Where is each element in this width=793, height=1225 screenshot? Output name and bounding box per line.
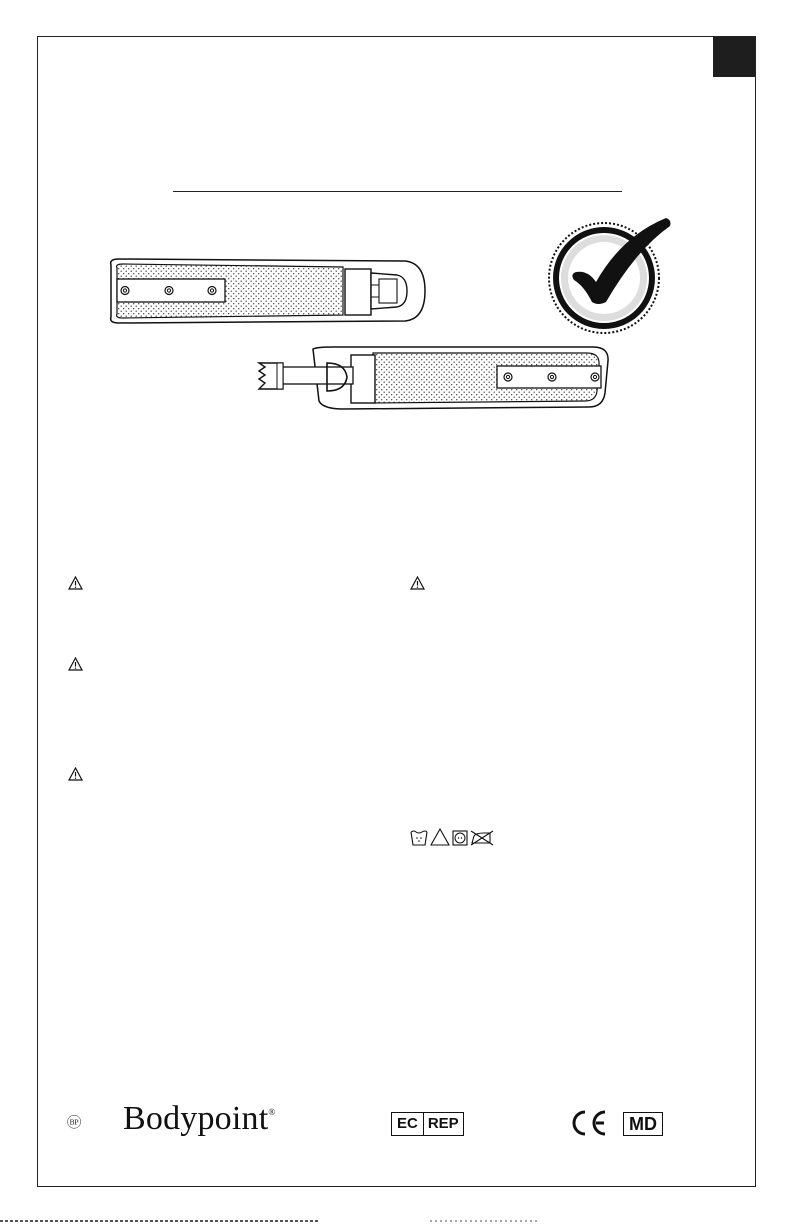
no-iron-icon [471,831,493,845]
ce-mark-icon [569,1108,609,1138]
printer-marks [0,1217,793,1225]
care-symbols [410,827,500,847]
ec-label: EC [392,1113,424,1135]
brand-name: Bodypoint [123,1100,269,1137]
section-tab [713,37,755,77]
logo-monogram: BP [69,1117,79,1127]
warning-triangle-icon [68,767,83,781]
tumble-dry-icon [453,831,467,845]
brand-wordmark [123,1100,275,1138]
rep-label: REP [427,1115,459,1132]
warning-triangle-icon [68,576,83,590]
ec-rep-symbol [391,1112,464,1136]
warning-triangle-icon [68,657,83,671]
bodypoint-logo [67,1093,125,1151]
registered-mark: ® [268,1107,276,1117]
wash-30-icon [411,831,427,845]
approved-checkmark-seal-icon [548,210,678,338]
title-underline [173,191,622,192]
bleach-triangle-icon [431,829,449,845]
medical-device-symbol: MD [623,1112,663,1136]
page-frame [37,36,756,1187]
ankle-strap-d-ring-illustration [253,341,613,413]
ankle-strap-buckle-illustration [105,255,430,327]
warning-triangle-icon [410,576,425,590]
